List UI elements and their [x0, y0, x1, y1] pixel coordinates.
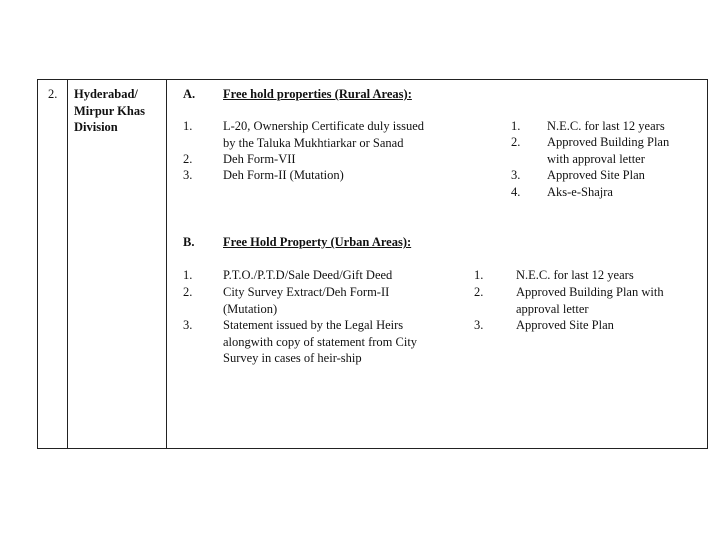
requirement-item: Approved Site Plan: [547, 168, 645, 182]
list-item-line: alongwith copy of statement from City: [223, 334, 418, 349]
requirement-line: with approval letter: [547, 151, 645, 166]
list-item: Deh Form-VII: [223, 152, 296, 166]
list-item-line: Survey in cases of heir-ship: [223, 351, 362, 365]
requirement-item: [547, 134, 669, 167]
row-serial: 2.: [48, 87, 58, 101]
list-item: P.T.O./P.T.D/Sale Deed/Gift Deed: [223, 268, 393, 282]
requirement-line: Approved Building Plan: [547, 135, 670, 149]
list-item-line: Statement issued by the Legal Heirs: [223, 318, 404, 332]
list-item: [223, 118, 424, 151]
requirement-line: Approved Building Plan with: [516, 285, 664, 299]
list-number: 2.: [183, 152, 193, 166]
division-line: Mirpur Khas: [74, 103, 145, 118]
list-number: 1.: [183, 268, 193, 282]
requirement-item: N.E.C. for last 12 years: [547, 119, 665, 133]
requirement-item: Aks-e-Shajra: [547, 185, 613, 199]
list-item: Deh Form-II (Mutation): [223, 168, 344, 182]
requirement-item: N.E.C. for last 12 years: [516, 268, 634, 282]
list-item: [223, 317, 417, 367]
requirement-number: 1.: [474, 268, 484, 282]
requirement-item: [516, 284, 664, 317]
requirement-number: 3.: [511, 168, 521, 182]
requirement-number: 2.: [511, 135, 521, 149]
division-name: [74, 86, 145, 136]
section-a-letter: A.: [183, 87, 196, 101]
list-item-line: City Survey Extract/Deh Form-II: [223, 285, 390, 299]
section-a-heading: Free hold properties (Rural Areas):: [223, 87, 412, 101]
list-number: 2.: [183, 285, 193, 299]
requirement-number: 4.: [511, 185, 521, 199]
requirement-line: approval letter: [516, 301, 589, 316]
list-item-line: by the Taluka Mukhtiarkar or Sanad: [223, 135, 404, 150]
division-line: Division: [74, 120, 118, 134]
column-divider-division: [166, 79, 167, 449]
requirement-number: 2.: [474, 285, 484, 299]
section-b-heading: Free Hold Property (Urban Areas):: [223, 235, 412, 249]
column-divider-serial: [67, 79, 68, 449]
list-item-line: L-20, Ownership Certificate duly issued: [223, 119, 424, 133]
list-item: [223, 284, 389, 317]
requirement-number: 3.: [474, 318, 484, 332]
requirement-item: Approved Site Plan: [516, 318, 614, 332]
list-number: 3.: [183, 318, 193, 332]
list-item-line: (Mutation): [223, 301, 278, 316]
list-number: 1.: [183, 119, 193, 133]
division-line: Hyderabad/: [74, 87, 138, 101]
list-number: 3.: [183, 168, 193, 182]
requirement-number: 1.: [511, 119, 521, 133]
section-b-letter: B.: [183, 235, 195, 249]
